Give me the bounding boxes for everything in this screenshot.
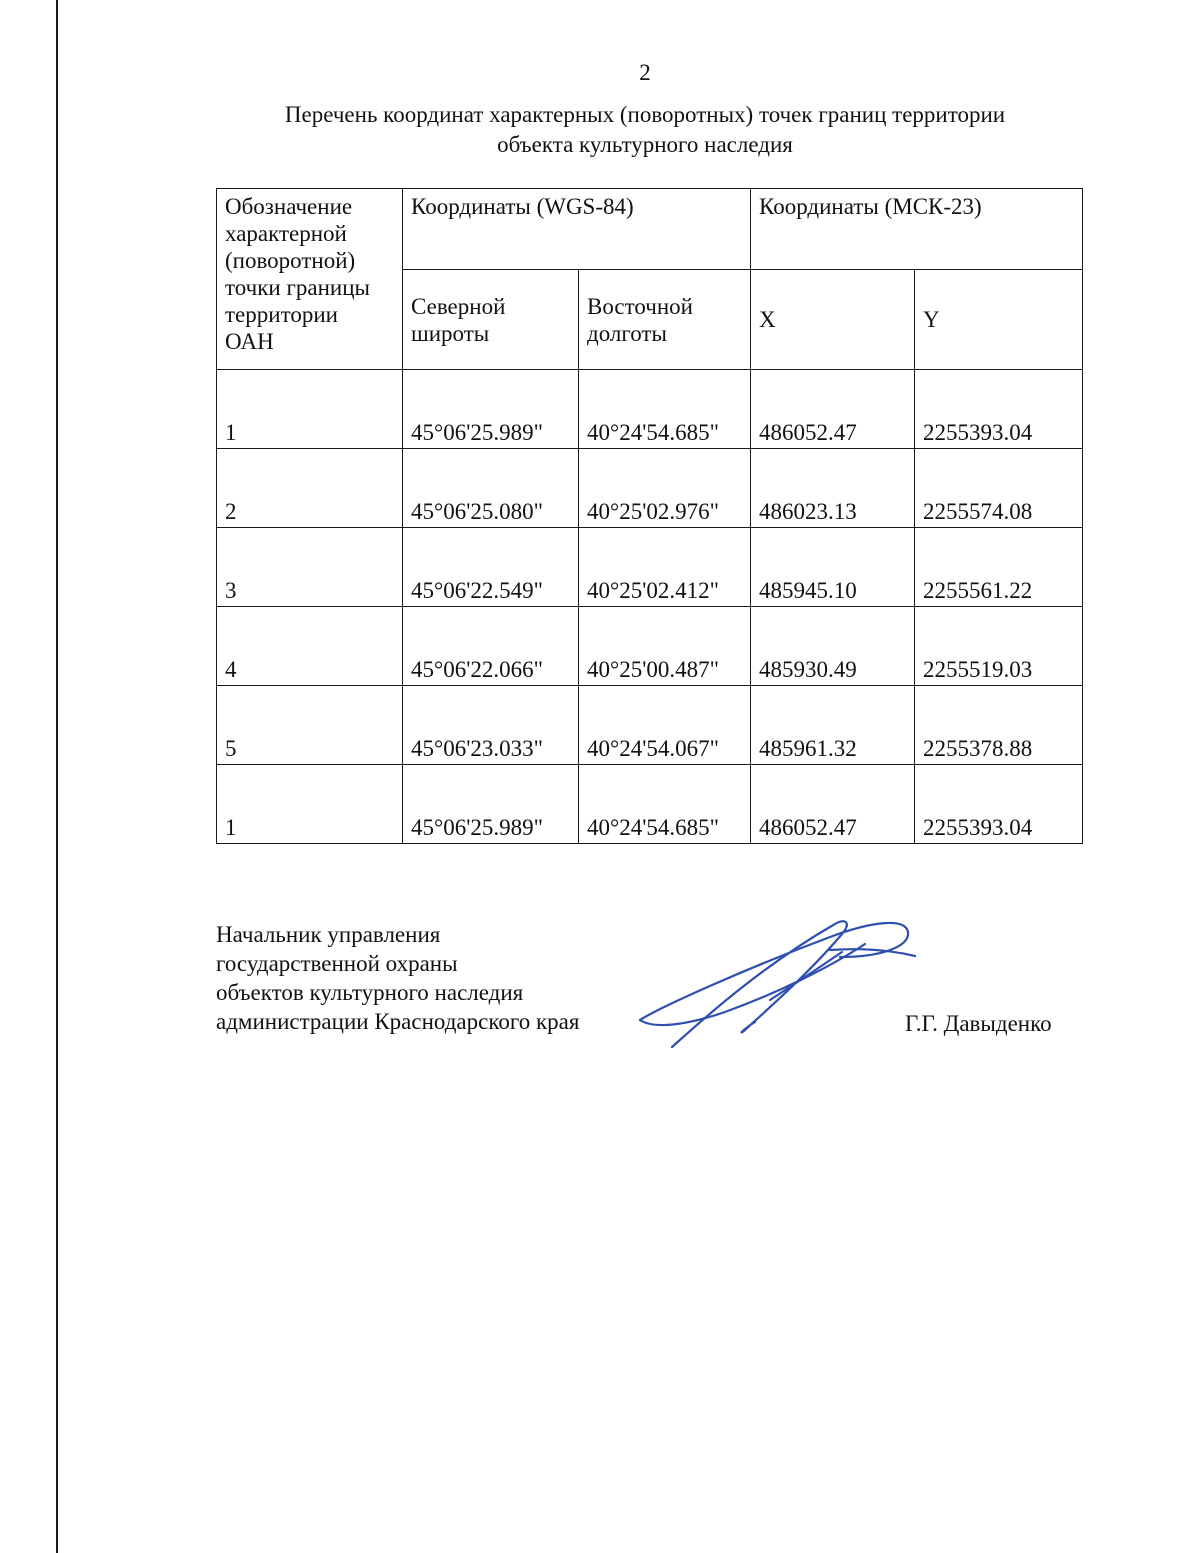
header-x: X [751, 270, 915, 370]
header-msk23: Координаты (МСК-23) [751, 189, 1083, 270]
signature-stroke [640, 944, 865, 1025]
title-line-2: объекта культурного наследия [497, 132, 793, 157]
cell-latitude: 45°06'22.549" [403, 528, 579, 607]
cell-point: 1 [217, 370, 403, 449]
table-row [217, 370, 1083, 449]
header-text: ОАН [225, 329, 274, 354]
position-line-1: Начальник управления [216, 922, 441, 947]
cell-point: 2 [217, 449, 403, 528]
header-text: Обозначение [225, 194, 353, 219]
signatory-name: Г.Г. Давыденко [905, 1011, 1052, 1036]
header-text: точки границы [225, 275, 370, 300]
header-y: Y [915, 270, 1083, 370]
cell-y: 2255519.03 [915, 607, 1083, 686]
position-line-2: государственной охраны [216, 951, 458, 976]
cell-longitude: 40°24'54.685" [579, 370, 751, 449]
cell-x: 486023.13 [751, 449, 915, 528]
page-edge-line [56, 0, 58, 1553]
cell-y: 2255574.08 [915, 449, 1083, 528]
header-text: (поворотной) [225, 248, 356, 273]
header-text: Восточной [587, 293, 693, 319]
cell-longitude: 40°24'54.685" [579, 765, 751, 844]
cell-longitude: 40°25'00.487" [579, 607, 751, 686]
cell-point: 1 [217, 765, 403, 844]
header-text: территории [225, 302, 338, 327]
header-text: широты [411, 320, 490, 346]
handwritten-signature [630, 912, 920, 1057]
cell-latitude: 45°06'23.033" [403, 686, 579, 765]
table-header-row [217, 189, 1083, 270]
title-line-1: Перечень координат характерных (поворотных) точек границ территории [284, 102, 1006, 127]
table-row [217, 449, 1083, 528]
cell-x: 485930.49 [751, 607, 915, 686]
cell-longitude: 40°25'02.976" [579, 449, 751, 528]
cell-point: 4 [217, 607, 403, 686]
cell-longitude: 40°24'54.067" [579, 686, 751, 765]
header-text: характерной [225, 221, 347, 246]
header-east-longitude [579, 270, 751, 370]
position-line-3: объектов культурного наследия [216, 980, 524, 1005]
header-point-designation [217, 189, 403, 370]
signature-stroke [640, 923, 908, 1020]
signatory-position [216, 920, 579, 1036]
table-row [217, 686, 1083, 765]
page-number: 2 [639, 60, 651, 85]
cell-latitude: 45°06'25.989" [403, 370, 579, 449]
cell-x: 486052.47 [751, 370, 915, 449]
cell-latitude: 45°06'22.066" [403, 607, 579, 686]
cell-x: 485961.32 [751, 686, 915, 765]
header-wgs84: Координаты (WGS-84) [403, 189, 751, 270]
cell-y: 2255561.22 [915, 528, 1083, 607]
cell-latitude: 45°06'25.989" [403, 765, 579, 844]
table-row [217, 607, 1083, 686]
cell-point: 3 [217, 528, 403, 607]
cell-y: 2255393.04 [915, 370, 1083, 449]
cell-longitude: 40°25'02.412" [579, 528, 751, 607]
cell-x: 486052.47 [751, 765, 915, 844]
cell-x: 485945.10 [751, 528, 915, 607]
position-line-4: администрации Краснодарского края [216, 1009, 580, 1034]
header-north-latitude [403, 270, 579, 370]
table-row [217, 528, 1083, 607]
cell-latitude: 45°06'25.080" [403, 449, 579, 528]
cell-point: 5 [217, 686, 403, 765]
cell-y: 2255393.04 [915, 765, 1083, 844]
cell-y: 2255378.88 [915, 686, 1083, 765]
coordinates-table [216, 188, 1083, 844]
header-text: Северной [411, 293, 506, 319]
document-title [230, 100, 1060, 160]
header-text: долготы [587, 320, 667, 346]
table-row [217, 765, 1083, 844]
